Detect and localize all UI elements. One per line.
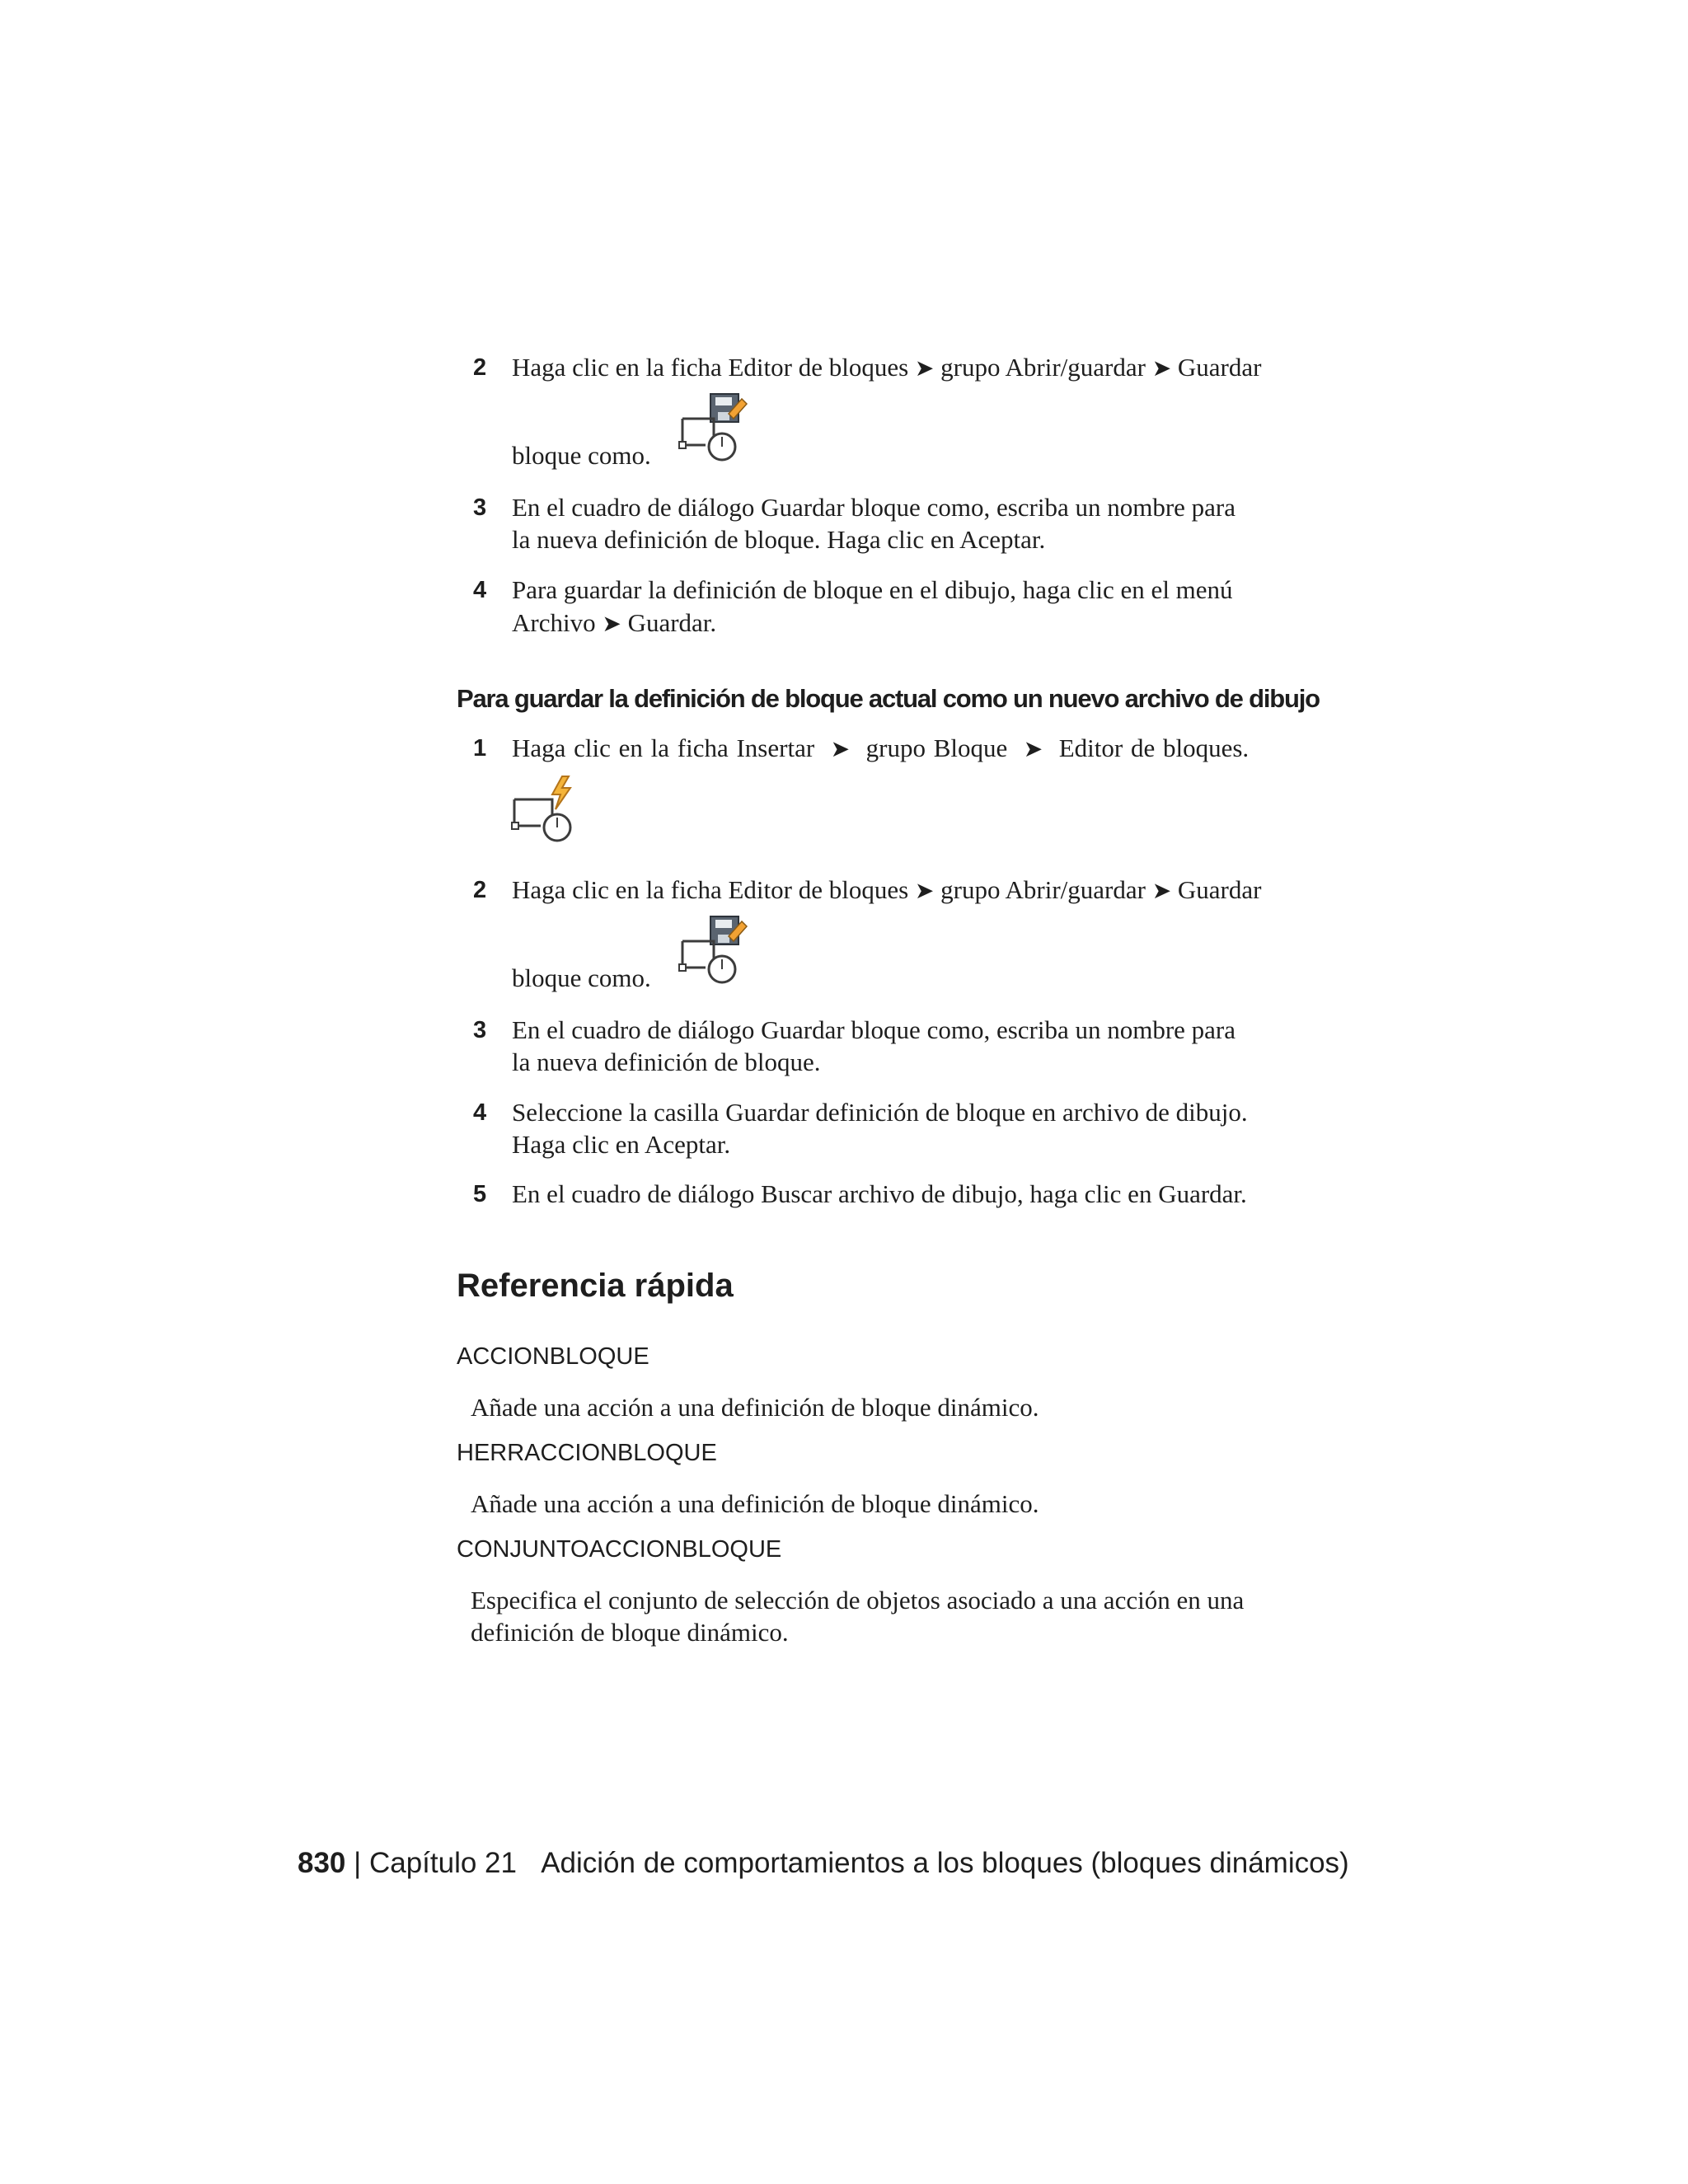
step-number: 4 (473, 1099, 487, 1126)
step-text: Seleccione la casilla Guardar definición de bloque en archivo de dibujo. (512, 1098, 1248, 1127)
section-title: Referencia rápida (457, 1268, 734, 1304)
step-text: Haga clic en la ficha Editor de bloques ➤ grupo Abrir/guardar ➤ Guardar (512, 875, 1262, 904)
step-text-continuation: Haga clic en Aceptar. (512, 1130, 731, 1159)
arrow-icon: ➤ (830, 735, 851, 762)
command-description-continuation: definición de bloque dinámico. (471, 1618, 789, 1647)
command-name: CONJUNTOACCIONBLOQUE (457, 1536, 782, 1563)
save-block-as-icon (678, 391, 748, 463)
step-text: En el cuadro de diálogo Buscar archivo de dibujo, haga clic en Guardar. (512, 1179, 1247, 1208)
step-text: En el cuadro de diálogo Guardar bloque como, escriba un nombre para (512, 493, 1236, 522)
procedure-title: Para guardar la definición de bloque actual como un nuevo archivo de dibujo (457, 684, 1320, 713)
save-block-as-icon (678, 913, 748, 986)
step-number: 1 (473, 735, 487, 762)
chapter-title: Adición de comportamientos a los bloques (bloques dinámicos) (541, 1847, 1349, 1879)
command-description: Añade una acción a una definición de bloque dinámico. (471, 1489, 1039, 1518)
block-editor-icon (511, 775, 585, 842)
step-number: 3 (473, 1017, 487, 1043)
step-number: 5 (473, 1181, 487, 1207)
step-text: Para guardar la definición de bloque en el dibujo, haga clic en el menú (512, 575, 1233, 604)
footer-separator: | (354, 1847, 362, 1879)
arrow-icon: ➤ (602, 610, 621, 637)
step-text: Haga clic en la ficha Editor de bloques ➤ grupo Abrir/guardar ➤ Guardar (512, 353, 1262, 382)
step-text-continuation: bloque como. (512, 963, 651, 992)
command-name: HERRACCIONBLOQUE (457, 1440, 717, 1466)
command-name: ACCIONBLOQUE (457, 1343, 649, 1370)
page-footer (298, 1847, 1349, 1880)
step-number: 3 (473, 494, 487, 521)
step-text: Haga clic en la ficha Insertar ➤ grupo Bloque ➤ Editor de bloques. (512, 733, 1250, 762)
step-number: 2 (473, 354, 487, 381)
arrow-icon: ➤ (1151, 877, 1172, 904)
step-text-continuation: bloque como. (512, 441, 651, 470)
command-description: Especifica el conjunto de selección de objetos asociado a una acción en una (471, 1586, 1245, 1615)
arrow-icon: ➤ (1023, 735, 1043, 762)
step-text-continuation: Archivo ➤ Guardar. (512, 608, 717, 637)
step-text: En el cuadro de diálogo Guardar bloque como, escriba un nombre para (512, 1015, 1236, 1044)
command-description: Añade una acción a una definición de bloque dinámico. (471, 1393, 1039, 1422)
arrow-icon: ➤ (914, 354, 935, 382)
chapter-label: Capítulo 21 (368, 1847, 517, 1879)
page-number: 830 (298, 1847, 346, 1879)
arrow-icon: ➤ (914, 877, 935, 904)
step-text-continuation: la nueva definición de bloque. Haga clic en Aceptar. (512, 525, 1046, 554)
step-number: 4 (473, 577, 487, 603)
step-number: 2 (473, 877, 487, 903)
arrow-icon: ➤ (1151, 354, 1172, 382)
step-text-continuation: la nueva definición de bloque. (512, 1047, 821, 1076)
